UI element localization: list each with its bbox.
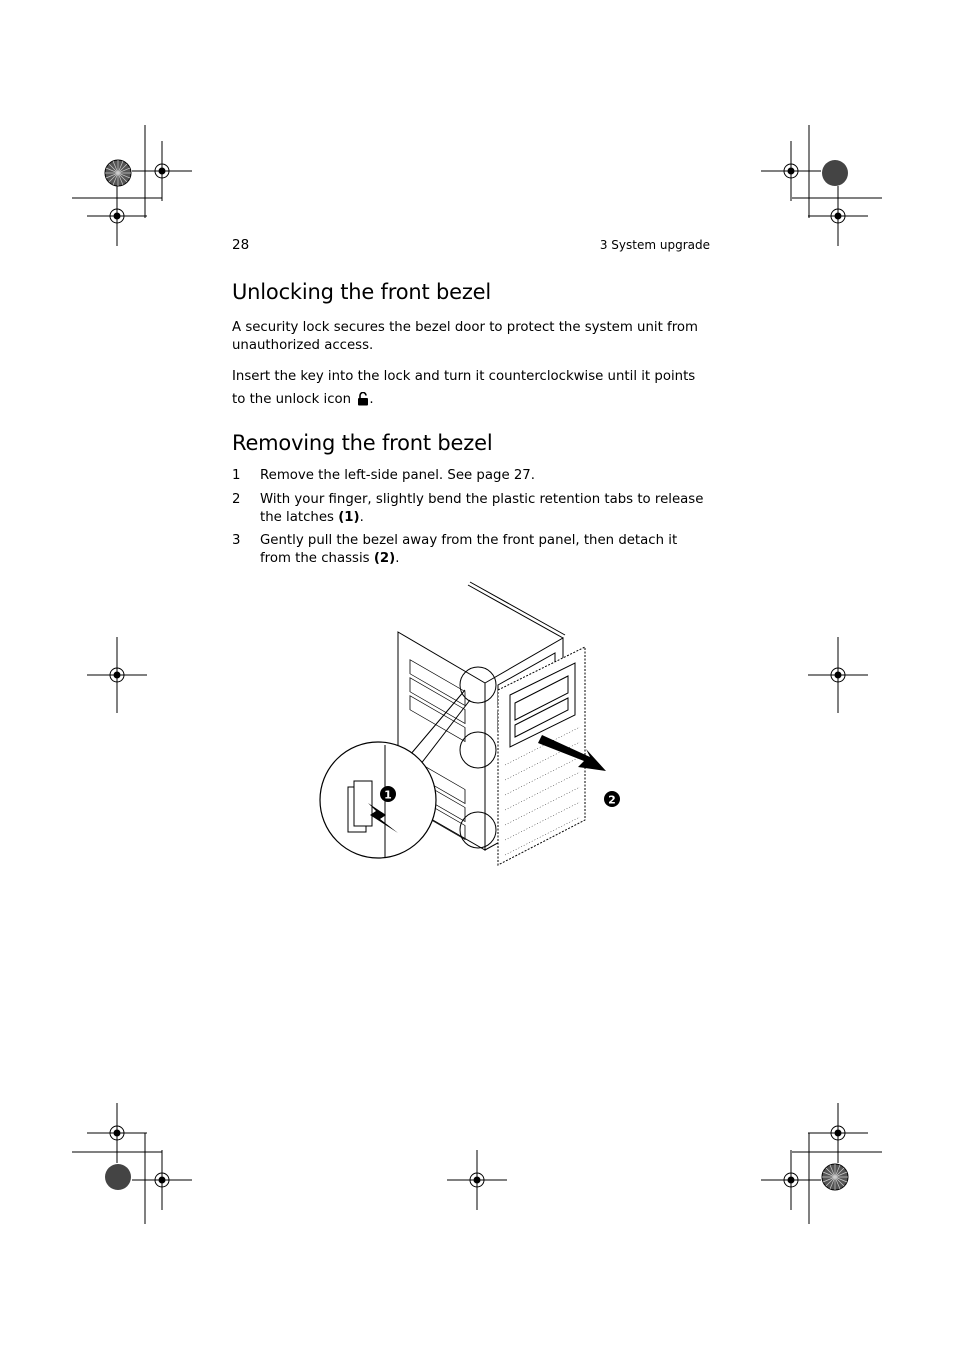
step-text-wrap	[260, 532, 712, 567]
step-end: .	[395, 550, 400, 566]
unlock-icon	[357, 392, 369, 406]
step-number: 3	[232, 533, 241, 548]
paragraph-security-lock: A security lock secures the bezel door to protect the system unit from unauthorized access.	[232, 320, 698, 353]
step-number: 2	[232, 492, 241, 507]
step-number: 1	[232, 468, 241, 483]
running-header: 3 System upgrade	[599, 238, 710, 252]
list-item	[232, 467, 712, 485]
step-text: With your finger, slightly bend the plastic retention tabs to release the latches	[260, 492, 704, 525]
step-end: .	[359, 509, 364, 525]
paragraph-insert-key-end: .	[369, 392, 374, 407]
list-item	[232, 532, 712, 568]
step-text: Remove the left-side panel. See page 27.	[260, 468, 535, 483]
bezel-removal-illustration	[310, 575, 630, 870]
heading-removing: Removing the front bezel	[232, 431, 493, 455]
step-text: Gently pull the bezel away from the front panel, then detach it from the chassis	[260, 533, 678, 566]
paragraph-insert-key	[232, 365, 712, 411]
step-ref: (2)	[373, 550, 396, 566]
callout-2: 2	[608, 793, 616, 807]
paragraph-insert-key-text: Insert the key into the lock and turn it counterclockwise until it points to the unlock icon	[232, 369, 696, 407]
heading-unlocking: Unlocking the front bezel	[232, 280, 492, 304]
callout-1: 1	[384, 788, 392, 802]
list-item	[232, 491, 712, 527]
step-ref: (1)	[338, 509, 360, 525]
step-text-wrap	[260, 491, 712, 526]
page-number: 28	[232, 237, 250, 253]
